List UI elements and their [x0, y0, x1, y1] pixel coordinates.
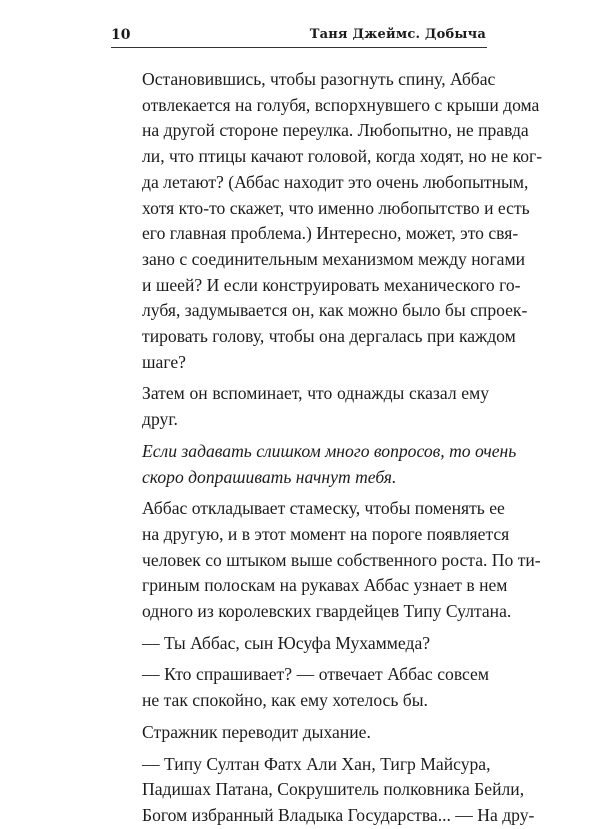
paragraph: [111, 720, 489, 746]
text-line: — Кто спрашивает? — отвечает Аббас совсем: [142, 664, 489, 685]
text-line: ли, что птицы качают головой, когда ходят, но не ког-: [142, 146, 543, 167]
page-header: [111, 24, 486, 46]
text-line: Падишах Патана, Сокрушитель полковника Бейли,: [142, 779, 525, 800]
dialogue-paragraph: [111, 631, 489, 657]
text-line: гриным полоскам на рукавах Аббас узнает в нем: [142, 575, 508, 596]
text-line: зано с соединительным механизмом между ногами: [142, 248, 526, 269]
body-text: [111, 67, 543, 829]
paragraph: [111, 67, 543, 375]
text-line: отвлекается на голубя, вспорхнувшего с крыши дома: [142, 94, 540, 115]
text-line: человек со штыком выше собственного роста. По ти-: [142, 549, 541, 570]
text-line: на другую, и в этот момент на пороге появляется: [142, 523, 510, 544]
text-line: одного из королевских гвардейцев Типу Султана.: [142, 601, 512, 622]
paragraph: [111, 496, 541, 625]
header-rule: [111, 47, 487, 48]
page-number: 10: [111, 27, 131, 43]
dialogue-paragraph: [111, 752, 535, 829]
text-line: — Ты Аббас, сын Юсуфа Мухаммеда?: [142, 632, 431, 653]
text-line: шаге?: [142, 351, 186, 372]
text-line: на другой стороне переулка. Любопытно, не правда: [142, 120, 529, 141]
text-line: тировать голову, чтобы она дергалась при каждом: [142, 326, 516, 347]
text-line: не так спокойно, как ему хотелось бы.: [142, 690, 428, 711]
text-line: друг.: [142, 409, 178, 430]
text-line: Если задавать слишком много вопросов, то очень: [142, 440, 517, 461]
text-line: хотя кто-то скажет, что именно любопытство и есть: [142, 197, 530, 218]
paragraph: [111, 381, 489, 432]
running-title: Таня Джеймс. Добыча: [309, 27, 486, 42]
text-line: Богом избранный Владыка Государства... — На дру-: [142, 804, 535, 825]
text-line: скоро допрашивать начнут тебя.: [142, 466, 397, 487]
text-line: его главная проблема.) Интересно, может, это свя-: [142, 223, 519, 244]
text-line: Остановившись, чтобы разогнуть спину, Аббас: [142, 69, 496, 89]
dialogue-paragraph: [111, 662, 489, 713]
italic-paragraph: [111, 439, 517, 490]
text-line: лубя, задумывается он, как можно было бы спроек-: [142, 300, 528, 321]
text-line: и шеей? И если конструировать механического го-: [142, 274, 521, 295]
text-line: да летают? (Аббас находит это очень любопытным,: [142, 171, 529, 192]
text-line: Аббас откладывает стамеску, чтобы поменять ее: [142, 498, 505, 519]
text-line: — Типу Султан Фатх Али Хан, Тигр Майсура,: [142, 753, 491, 774]
text-line: Затем он вспоминает, что однажды сказал ему: [142, 383, 489, 404]
text-line: Стражник переводит дыхание.: [142, 721, 371, 742]
